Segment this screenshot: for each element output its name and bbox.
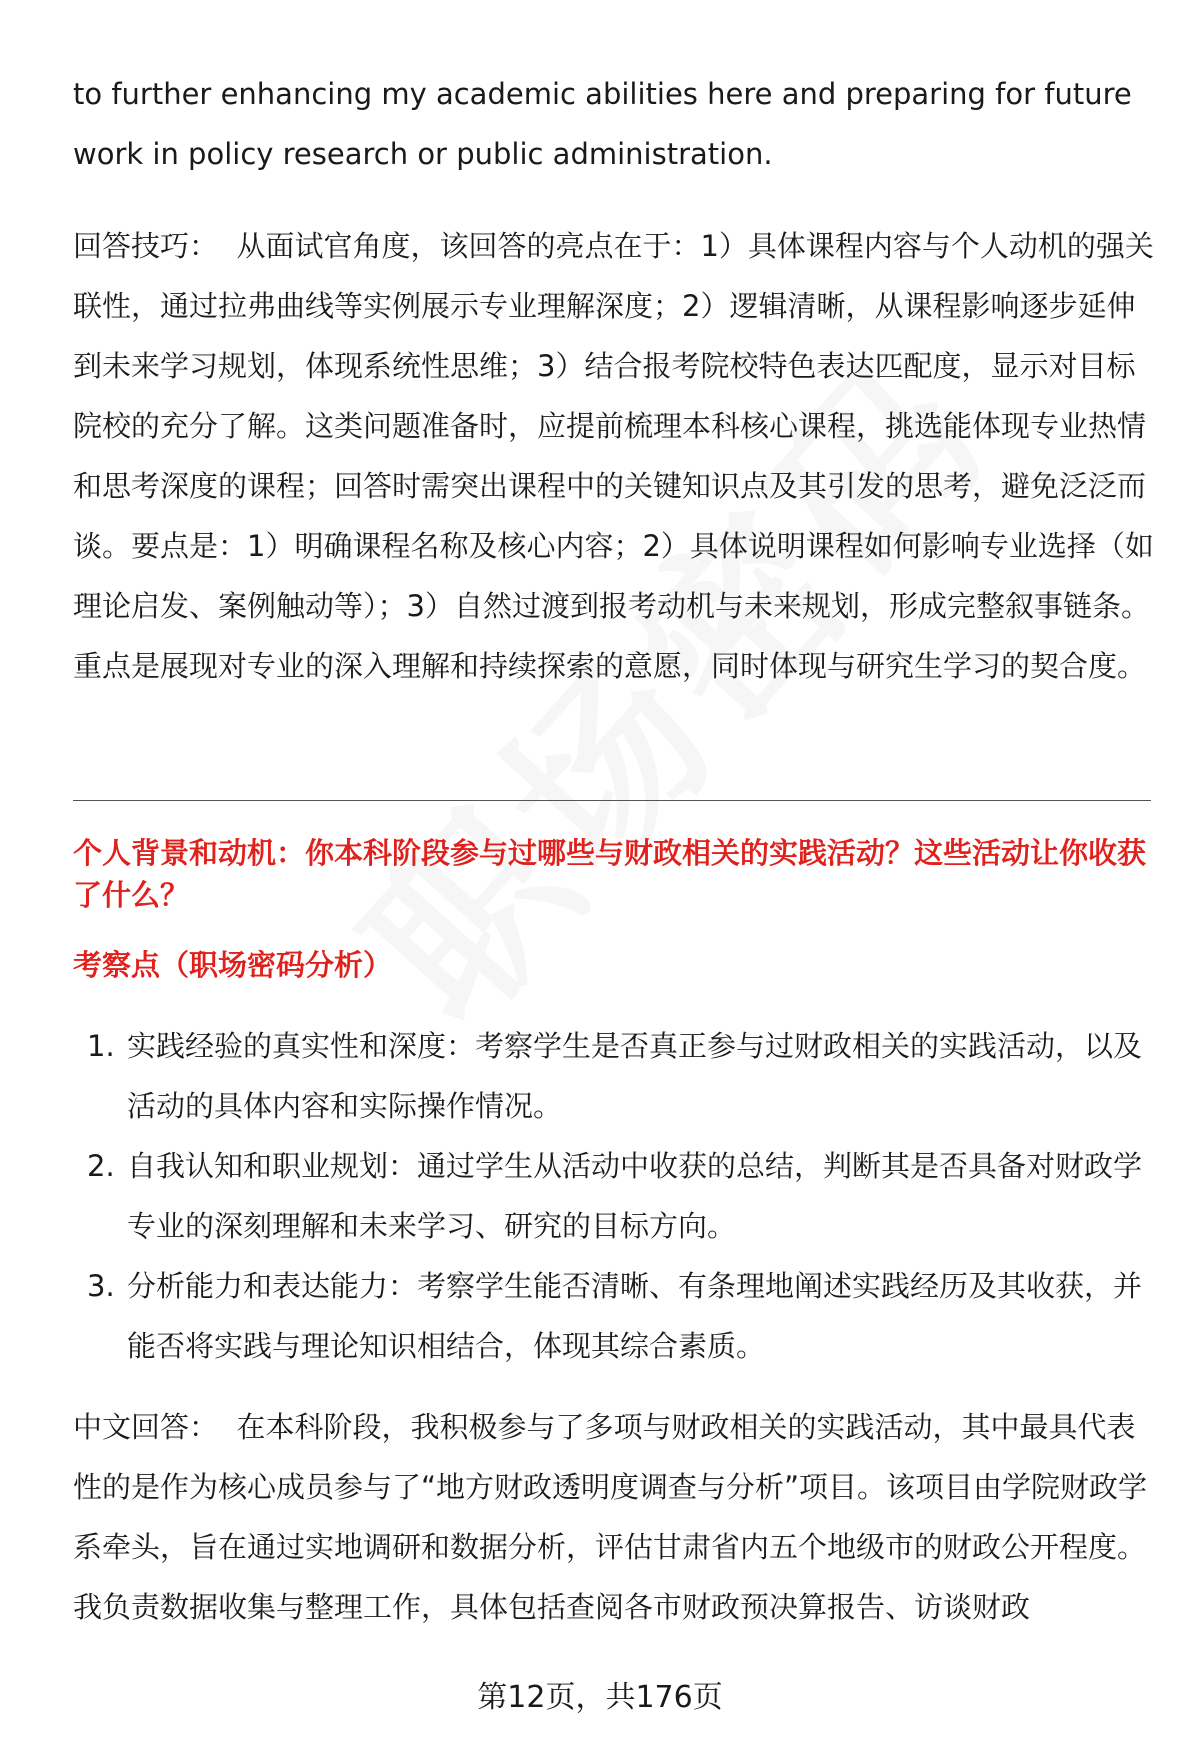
question-heading: 个人背景和动机：你本科阶段参与过哪些与财政相关的实践活动？这些活动让你收获了什么？ [73,836,1147,912]
section-divider [73,800,1151,801]
focus-heading-wrap [73,945,1153,985]
list-item [73,1256,1153,1376]
list-text: 实践经验的真实性和深度：考察学生是否真正参与过财政相关的实践活动，以及活动的具体内容和实际操作情况。 [127,1029,1143,1123]
answer-label: 中文回答： [73,1410,219,1444]
focus-heading: 考察点（职场密码分析） [73,948,393,982]
question-section [73,832,1155,916]
page-number: 第12页，共176页 [477,1680,723,1715]
intro-line-1: to further enhancing my academic abilities here and preparing for future [73,77,1132,111]
intro-section [73,64,1153,184]
answer-section [73,1397,1155,1637]
intro-line-2: work in policy research or public administration. [73,137,773,171]
list-item [73,1136,1153,1256]
answer-paragraph [73,1397,1155,1637]
list-number: 3. [87,1269,115,1303]
focus-list [73,1016,1153,1376]
list-number: 2. [87,1149,115,1183]
tips-label: 回答技巧： [73,229,219,263]
list-number: 1. [87,1029,115,1063]
tips-text: 从面试官角度，该回答的亮点在于：1）具体课程内容与个人动机的强关联性，通过拉弗曲线等实例展示专业理解深度；2）逻辑清晰，从课程影响逐步延伸到未来学习规划，体现系统性思维；3）结合报考院校特色表达匹配度，显示对目标院校的充分了解。这类问题准备时，应提前梳理本科核心课程，挑选能体现专业热情和思考深度的课程；回答时需突出课程中的关键知识点及其引发的思考，避免泛泛而谈。要点是：1）明确课程名称及核心内容；2）具体说明课程如何影响专业选择（如理论启发、案例触动等）；3）自然过渡到报考动机与未来规划，形成完整叙事链条。重点是展现对专业的深入理解和持续探索的意愿，同时体现与研究生学习的契合度。 [73,229,1154,683]
answer-text: 在本科阶段，我积极参与了多项与财政相关的实践活动，其中最具代表性的是作为核心成员参与了“地方财政透明度调查与分析”项目。该项目由学院财政学系牵头，旨在通过实地调研和数据分析，评估甘肃省内五个地级市的财政公开程度。我负责数据收集与整理工作，具体包括查阅各市财政预决算报告、访谈财政 [73,1410,1148,1624]
tips-section [73,216,1155,696]
list-text: 自我认知和职业规划：通过学生从活动中收获的总结，判断其是否具备对财政学专业的深刻理解和未来学习、研究的目标方向。 [127,1149,1143,1243]
tips-paragraph [73,216,1155,696]
focus-points [73,1016,1153,1376]
list-text: 分析能力和表达能力：考察学生能否清晰、有条理地阐述实践经历及其收获，并能否将实践与理论知识相结合，体现其综合素质。 [127,1269,1143,1363]
list-item [73,1016,1153,1136]
